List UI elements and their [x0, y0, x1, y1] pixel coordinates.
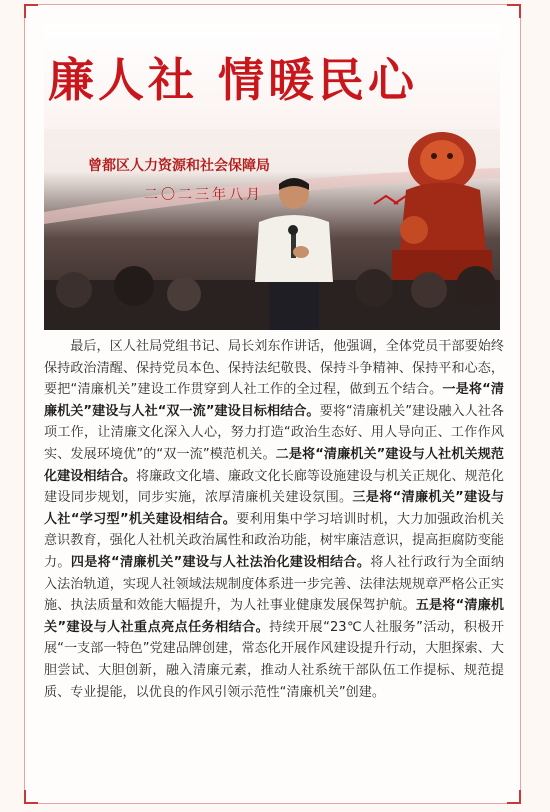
bold-heading-segment: 三是将“清廉机关”建设与人社“学习型”机关建设相结合。 — [44, 490, 504, 527]
backdrop-date: 二〇二三年八月 — [144, 187, 263, 203]
bold-heading-segment: 四是将“清廉机关”建设与人社法治化建设相结合。 — [70, 554, 371, 570]
bold-heading-segment: 五是将“清廉机关”建设与人社重点亮点任务相结合。 — [44, 598, 504, 635]
speaker-figure — [249, 172, 339, 330]
event-photo — [44, 24, 500, 330]
text-segment: 持续开展“23℃人社服务”活动，积极开展“一支部一特色”党建品牌创建，常态化开展作风建设提升行动，大胆探索、大胆尝试、大胆创新，融入清廉元素，推动人社系统干部队伍工作提标、规范提质、专业提能，以优良的作风引领示范性“清廉机关”创建。 — [44, 619, 504, 700]
backdrop-organization: 曾都区人力资源和社会保障局 — [88, 158, 270, 174]
frame-corner — [24, 790, 38, 804]
bold-heading-segment: 二是将“清廉机关”建设与人社机关规范化建设相结合。 — [44, 446, 504, 484]
text-segment: 要利用集中学习培训时机，大力加强政治机关意识教育，强化人社机关政治属性和政治功能，树牢廉洁意识，提高拒腐防变能力。 — [44, 511, 505, 570]
frame-corner — [24, 4, 38, 18]
text-segment: 要将“清廉机关”建设融入人社各项工作，让清廉文化深入人心，努力打造“政治生态好、用人导向正、工作作风实、发展环境优”的“双一流”模范机关。 — [44, 403, 504, 462]
text-segment: 最后，区人社局党组书记、局长刘东作讲话，他强调，全体党员干部要始终保持政治清醒、保持党员本色、保持法纪敬畏、保持斗争精神、保持平和心态，要把“清廉机关”建设工作贯穿到人社工作的全过程，做到五个结合。 — [44, 339, 504, 398]
text-segment: 将廉政文化墙、廉政文化长廊等设施建设与机关正规化、规范化建设同步规划，同步实施，浓厚清廉机关建设氛围。 — [44, 468, 505, 506]
backdrop-slogan: 廉人社 情暖民心 — [48, 53, 419, 107]
frame-corner — [507, 790, 521, 804]
article-paragraph — [44, 336, 504, 703]
text-segment: 将人社行政行为全面纳入法治轨道，实现人社领域法规制度体系进一步完善、法律法规规章严格公正实施、执法质量和效能大幅提升，为人社事业健康发展保驾护航。 — [44, 554, 505, 614]
frame-corner — [507, 4, 521, 18]
bold-heading-segment: 一是将“清廉机关”建设与人社“双一流”建设目标相结合。 — [44, 382, 504, 419]
stone-lion-icon — [384, 120, 494, 280]
article-body — [44, 336, 504, 703]
